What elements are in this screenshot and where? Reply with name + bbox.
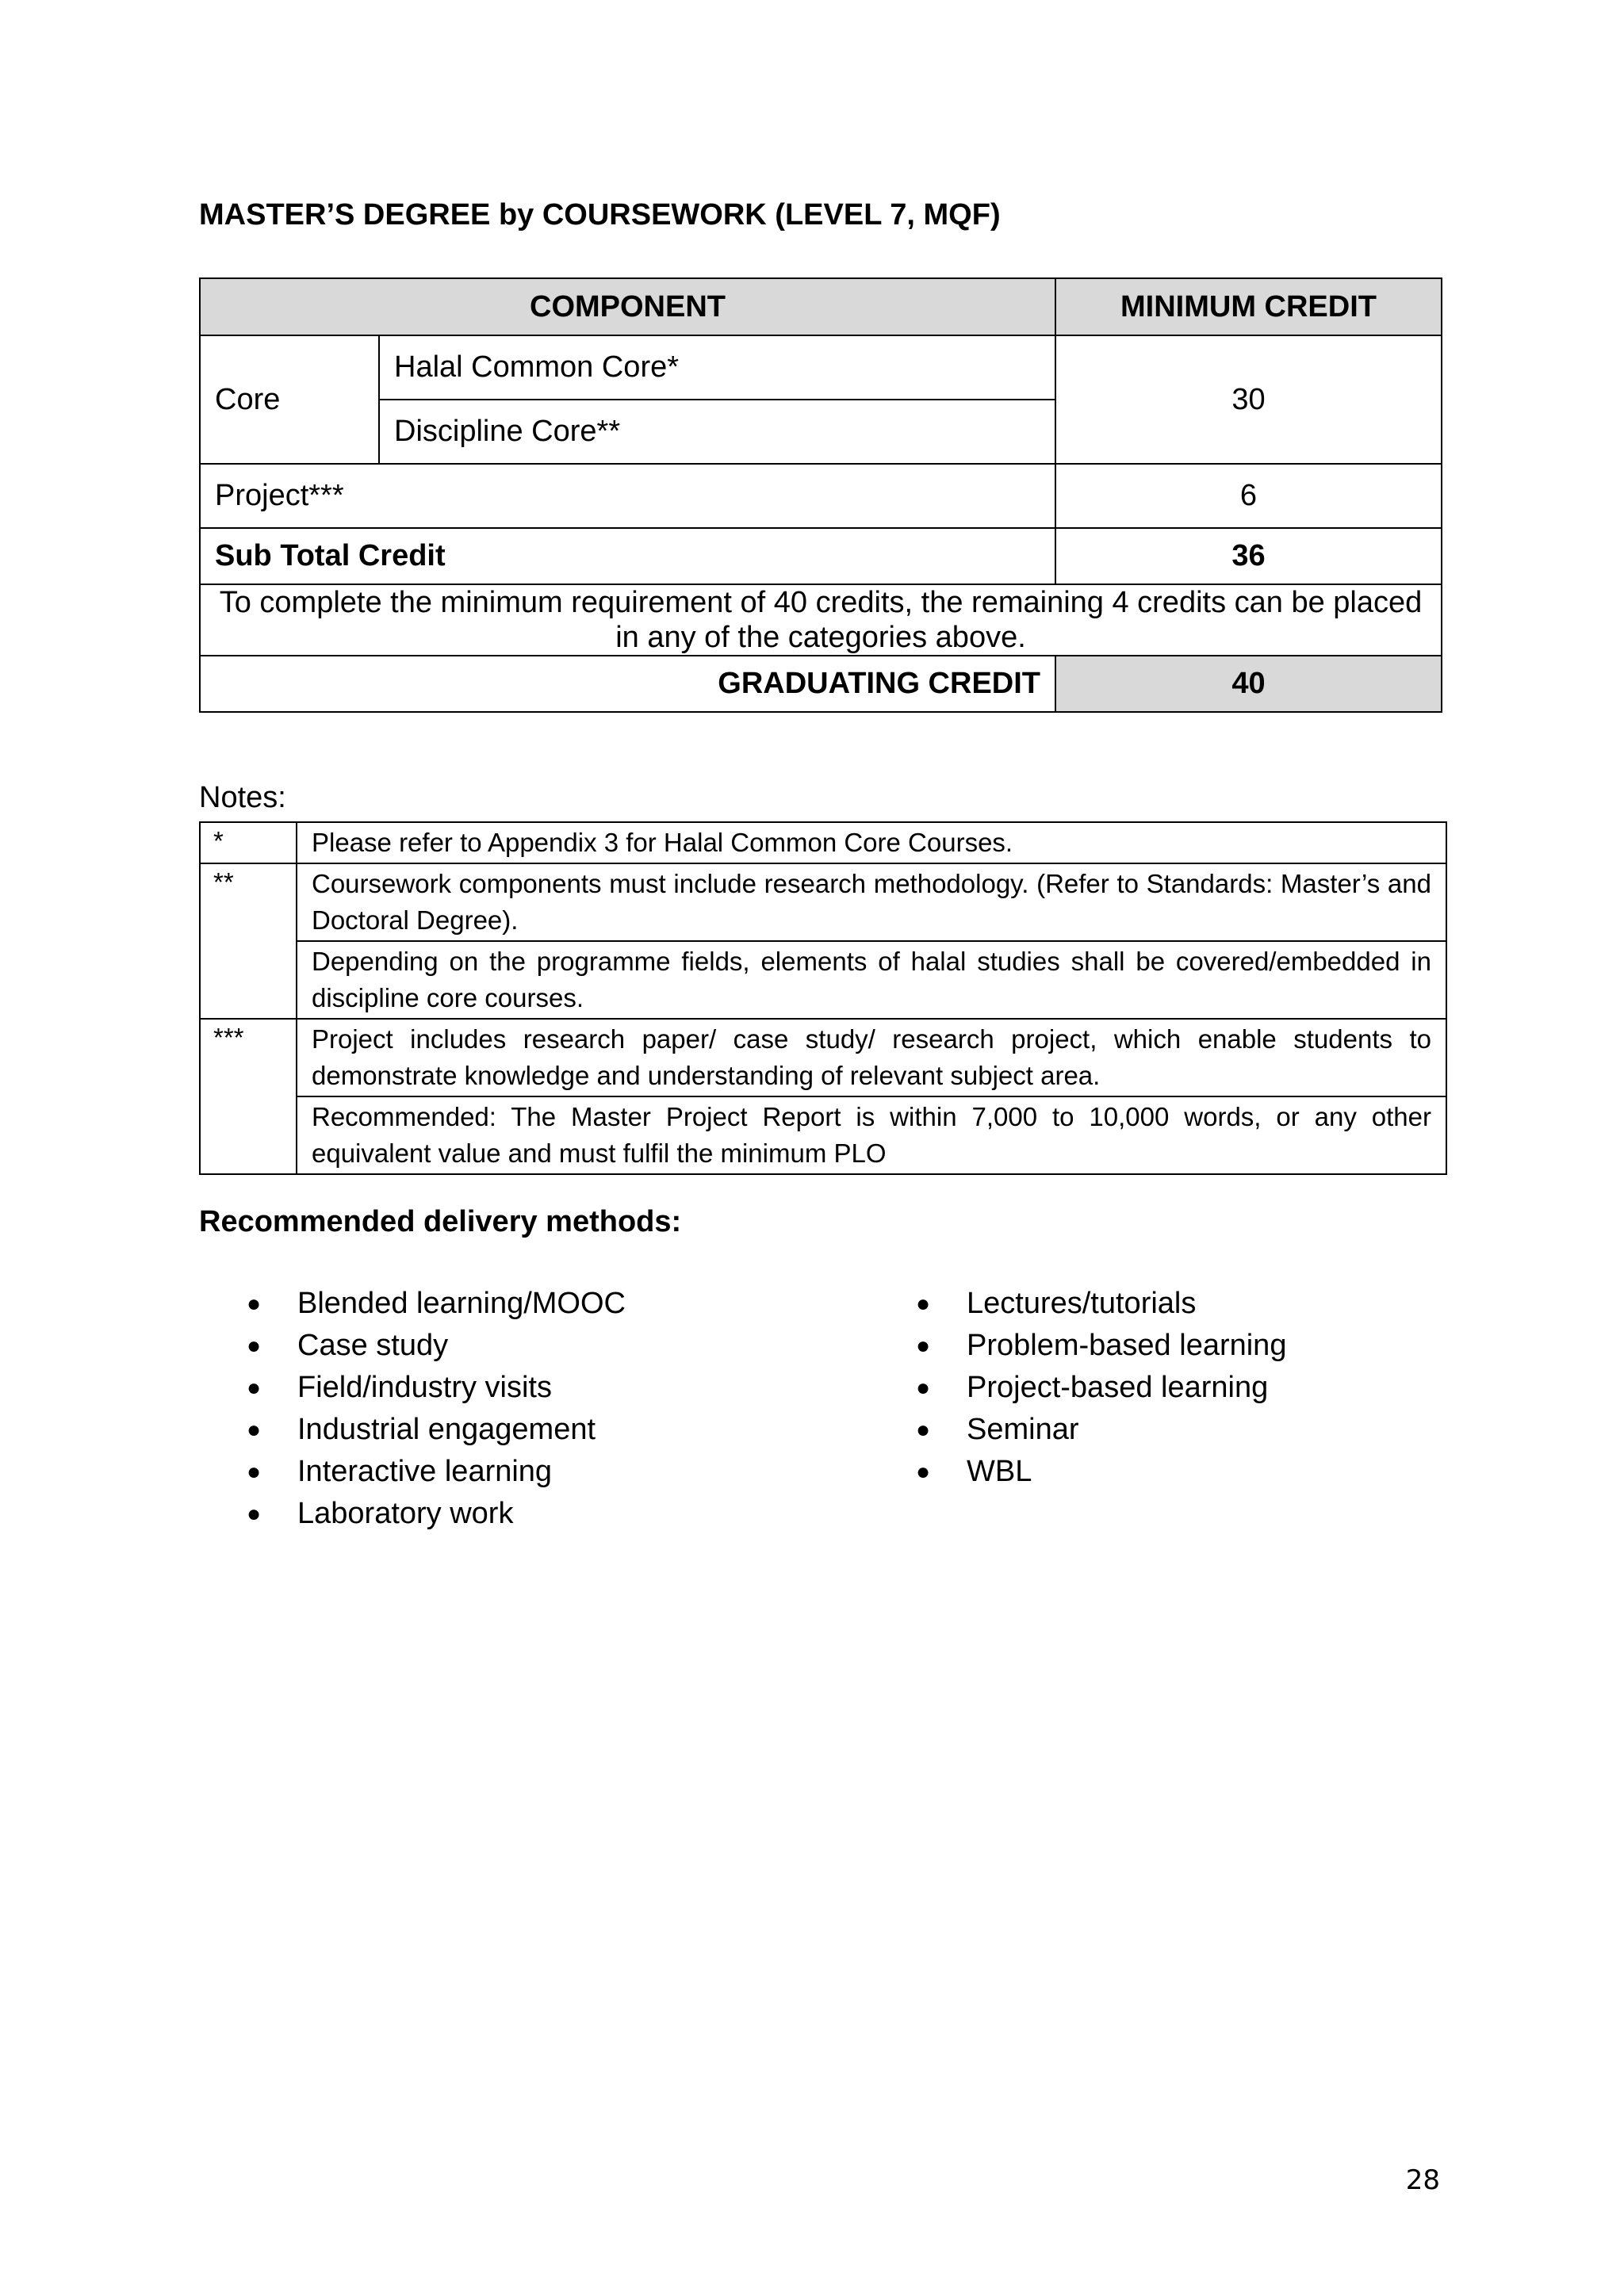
core-item-halal-common-core: Halal Common Core* (379, 335, 1055, 400)
note-text: Coursework components must include research methodology. (Refer to Standards: Master’s and Doctoral Degree). (297, 863, 1446, 941)
bullet-icon: ● (247, 1291, 262, 1317)
delivery-methods-title: Recommended delivery methods: (199, 1205, 682, 1238)
bullet-icon: ● (247, 1459, 262, 1485)
list-item: ● Problem-based learning (967, 1325, 1286, 1367)
list-item: ● Laboratory work (297, 1493, 626, 1535)
notes-label: Notes: (199, 781, 286, 814)
list-item: ● WBL (967, 1451, 1286, 1493)
core-item-discipline-core: Discipline Core** (379, 400, 1055, 464)
note-text: Depending on the programme fields, elements of halal studies shall be covered/embedded in discipline core courses. (297, 941, 1446, 1019)
project-label: Project*** (200, 464, 1055, 528)
list-item: ● Case study (297, 1325, 626, 1367)
list-item: ● Lectures/tutorials (967, 1283, 1286, 1325)
list-item: ● Project-based learning (967, 1367, 1286, 1409)
bullet-icon: ● (916, 1333, 931, 1359)
bullet-icon: ● (916, 1417, 931, 1443)
core-label: Core (200, 335, 379, 464)
credit-table (199, 277, 1442, 713)
list-item: ● Industrial engagement (297, 1409, 626, 1451)
note-mark: ** (200, 863, 297, 1019)
bullet-icon: ● (916, 1459, 931, 1485)
graduating-value: 40 (1055, 656, 1442, 712)
notes-table (199, 821, 1447, 1175)
bullet-icon: ● (247, 1333, 262, 1359)
list-item: ● Field/industry visits (297, 1367, 626, 1409)
note-text: Please refer to Appendix 3 for Halal Common Core Courses. (297, 822, 1446, 863)
note-text: Project includes research paper/ case study/ research project, which enable students to demonstrate knowledge and understanding of relevant subject area. (297, 1019, 1446, 1096)
core-credit: 30 (1055, 335, 1442, 464)
requirement-note: To complete the minimum requirement of 40 credits, the remaining 4 credits can be placed in any of the categories above. (200, 584, 1442, 656)
subtotal-label: Sub Total Credit (200, 528, 1055, 584)
project-credit: 6 (1055, 464, 1442, 528)
bullet-icon: ● (916, 1375, 931, 1401)
bullet-icon: ● (247, 1501, 262, 1527)
delivery-methods-left-list (247, 1283, 626, 1535)
list-item: ● Interactive learning (297, 1451, 626, 1493)
header-component: COMPONENT (200, 278, 1055, 335)
note-text: Recommended: The Master Project Report is within 7,000 to 10,000 words, or any other equivalent value and must fulfil the minimum PLO (297, 1096, 1446, 1174)
note-mark: * (200, 822, 297, 863)
page-title: MASTER’S DEGREE by COURSEWORK (LEVEL 7, MQF) (199, 198, 1001, 232)
bullet-icon: ● (247, 1417, 262, 1443)
page-number: 28 (1405, 2164, 1440, 2196)
list-item: ● Seminar (967, 1409, 1286, 1451)
subtotal-value: 36 (1055, 528, 1442, 584)
bullet-icon: ● (247, 1375, 262, 1401)
bullet-icon: ● (916, 1291, 931, 1317)
note-mark: *** (200, 1019, 297, 1174)
graduating-label: GRADUATING CREDIT (200, 656, 1055, 712)
delivery-methods-right-list (916, 1283, 1287, 1493)
header-minimum-credit: MINIMUM CREDIT (1055, 278, 1442, 335)
list-item: ● Blended learning/MOOC (297, 1283, 626, 1325)
